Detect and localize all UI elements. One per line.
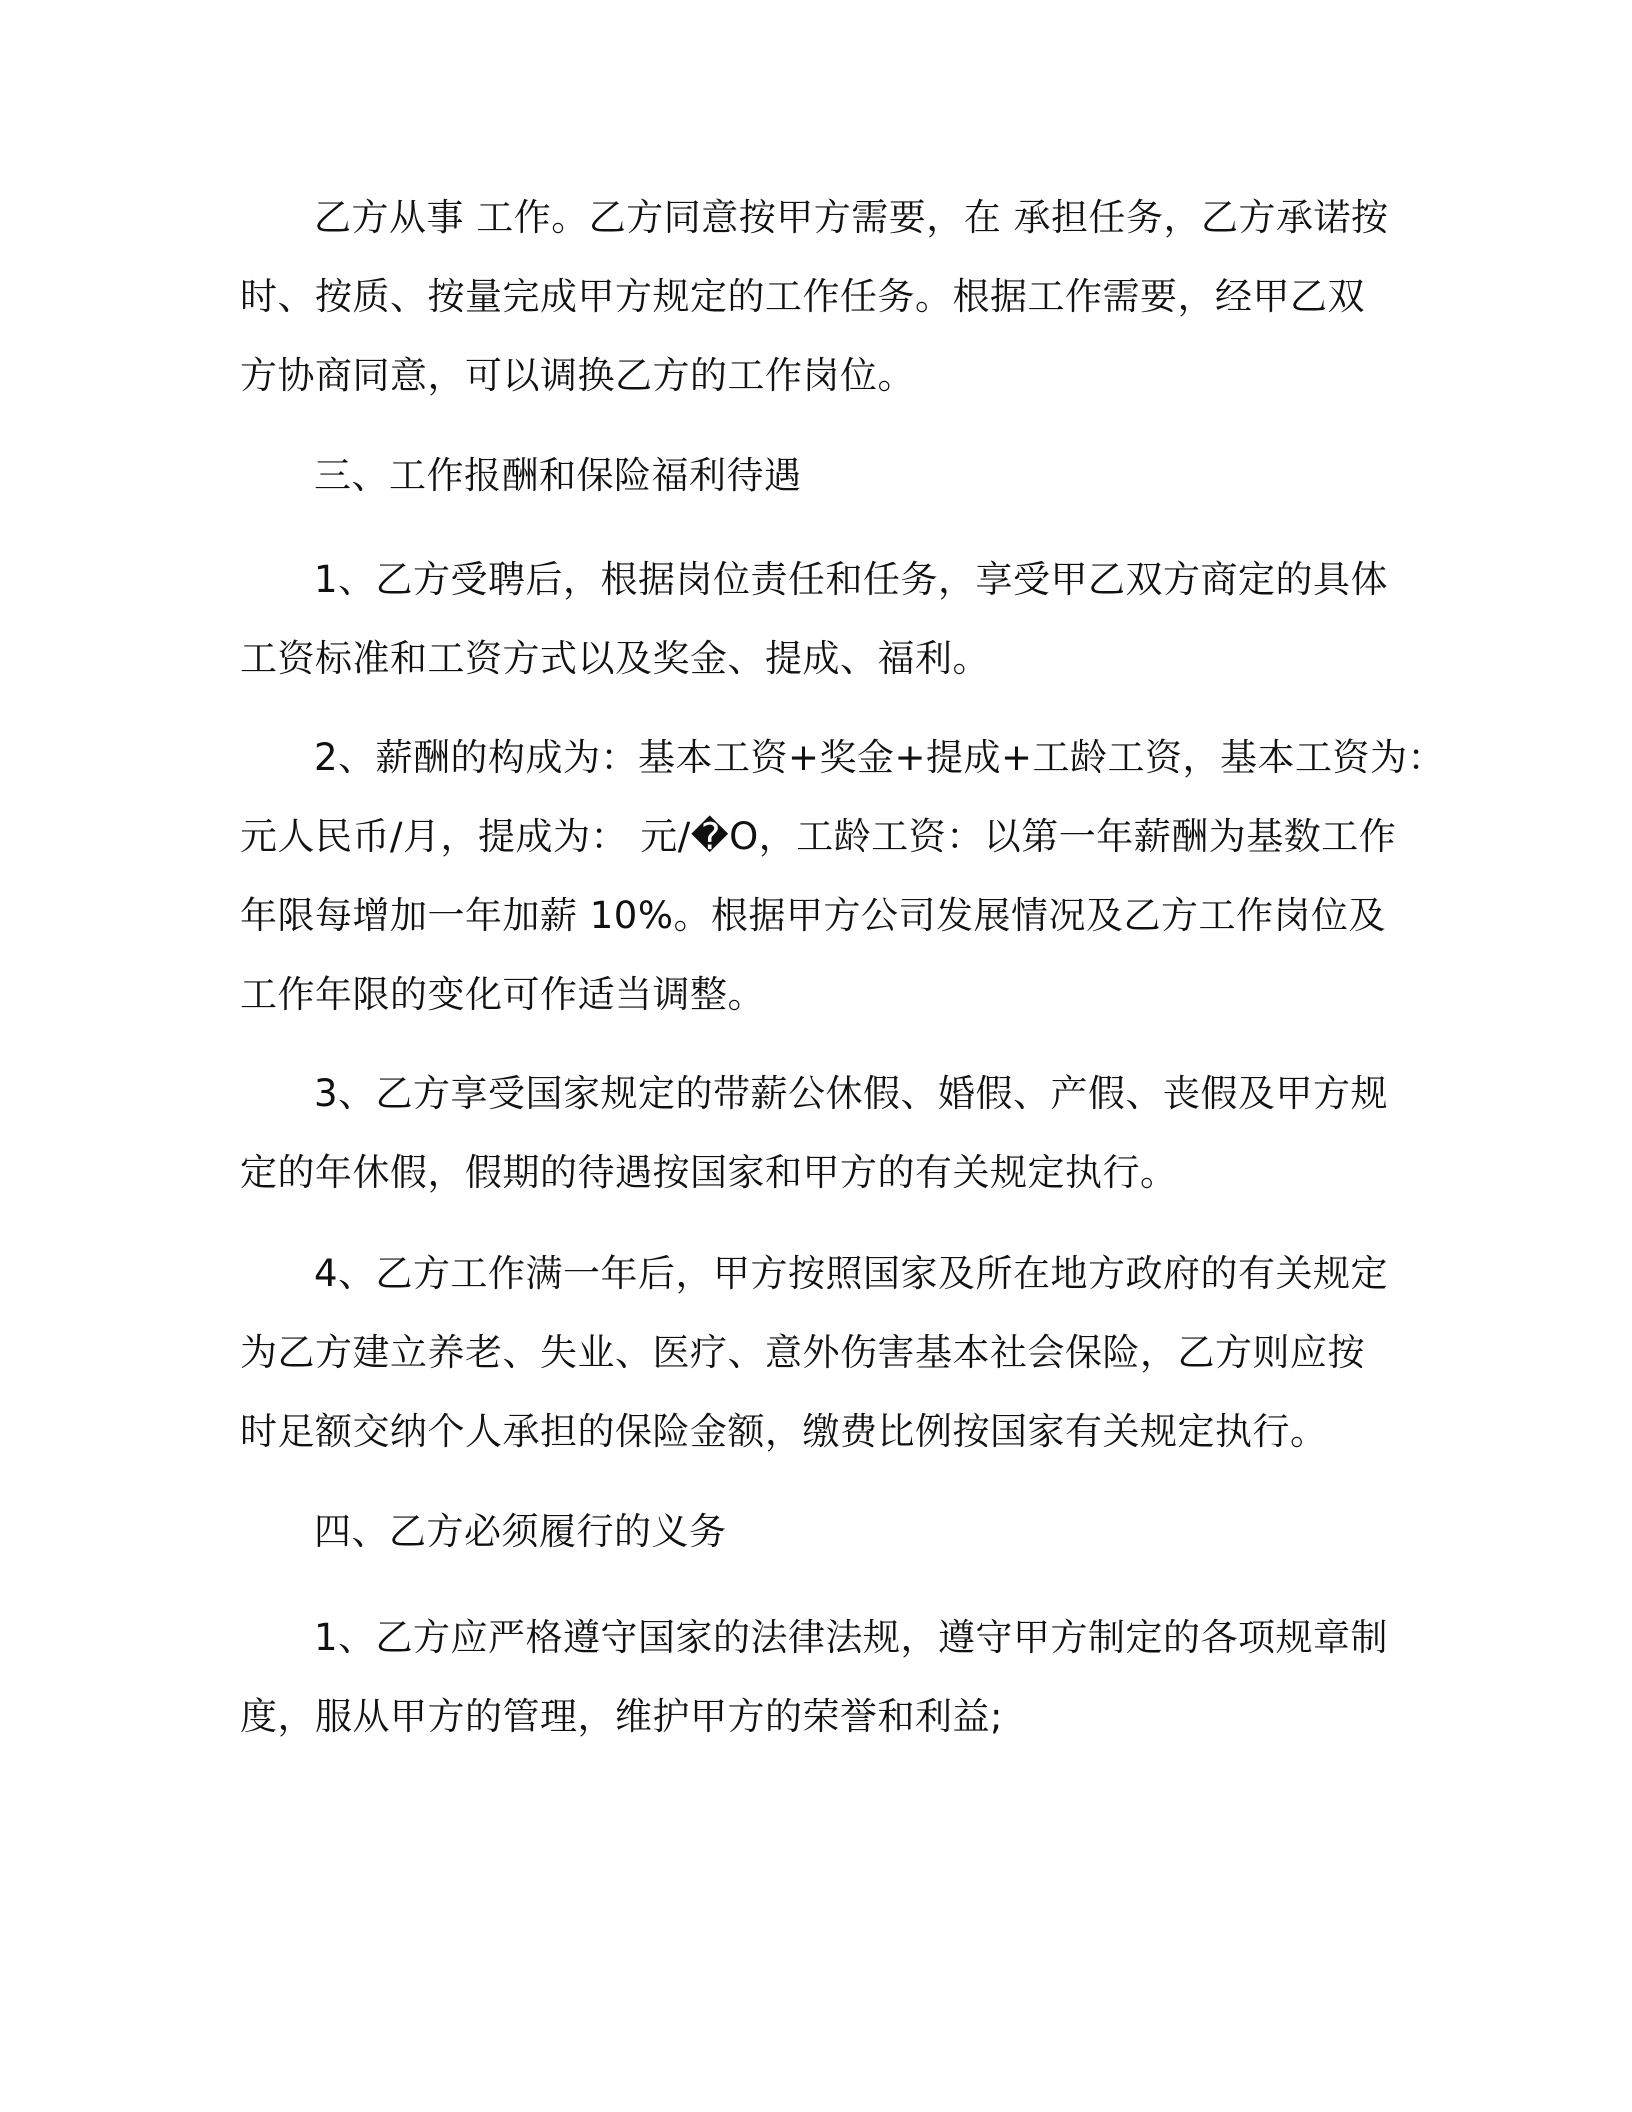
text-line: 时足额交纳个人承担的保险金额，缴费比例按国家有关规定执行。 <box>240 1410 1328 1453</box>
text-line: 年限每增加一年加薪 10%。根据甲方公司发展情况及乙方工作岗位及 <box>240 894 1386 937</box>
paragraph-3-1 <box>240 540 1389 698</box>
text-line: 1、乙方受聘后，根据岗位责任和任务，享受甲乙双方商定的具体 <box>314 558 1389 601</box>
paragraph-3-3 <box>240 1054 1389 1212</box>
text-line: 方协商同意，可以调换乙方的工作岗位。 <box>240 354 915 397</box>
text-line: 乙方从事 工作。乙方同意按甲方需要，在 承担任务，乙方承诺按 <box>314 196 1389 239</box>
heading-text: 三、工作报酬和保险福利待遇 <box>314 454 802 497</box>
heading-text: 四、乙方必须履行的义务 <box>314 1510 727 1553</box>
text-line: 工资标准和工资方式以及奖金、提成、福利。 <box>240 637 990 680</box>
text-line: 工作年限的变化可作适当调整。 <box>240 973 765 1016</box>
section-heading-4 <box>240 1492 1376 1571</box>
text-line: 定的年休假，假期的待遇按国家和甲方的有关规定执行。 <box>240 1151 1178 1194</box>
paragraph-3-2 <box>240 718 1446 1034</box>
paragraph-3-4 <box>240 1234 1389 1471</box>
text-line: 度，服从甲方的管理，维护甲方的荣誉和利益; <box>240 1695 1003 1738</box>
text-line: 为乙方建立养老、失业、医疗、意外伤害基本社会保险，乙方则应按 <box>240 1331 1365 1374</box>
text-line: 时、按质、按量完成甲方规定的工作任务。根据工作需要，经甲乙双 <box>240 275 1365 318</box>
text-line: 1、乙方应严格遵守国家的法律法规，遵守甲方制定的各项规章制 <box>314 1616 1389 1659</box>
paragraph-job-duties <box>240 178 1389 415</box>
text-line: 4、乙方工作满一年后，甲方按照国家及所在地方政府的有关规定 <box>314 1252 1389 1295</box>
text-line: 元人民币/月，提成为： 元/�O，工龄工资：以第一年薪酬为基数工作 <box>240 815 1397 858</box>
paragraph-4-1 <box>240 1598 1389 1756</box>
section-heading-3 <box>240 436 1376 515</box>
text-line: 3、乙方享受国家规定的带薪公休假、婚假、产假、丧假及甲方规 <box>314 1072 1389 1115</box>
text-line: 2、薪酬的构成为：基本工资+奖金+提成+工龄工资，基本工资为： <box>314 736 1446 779</box>
